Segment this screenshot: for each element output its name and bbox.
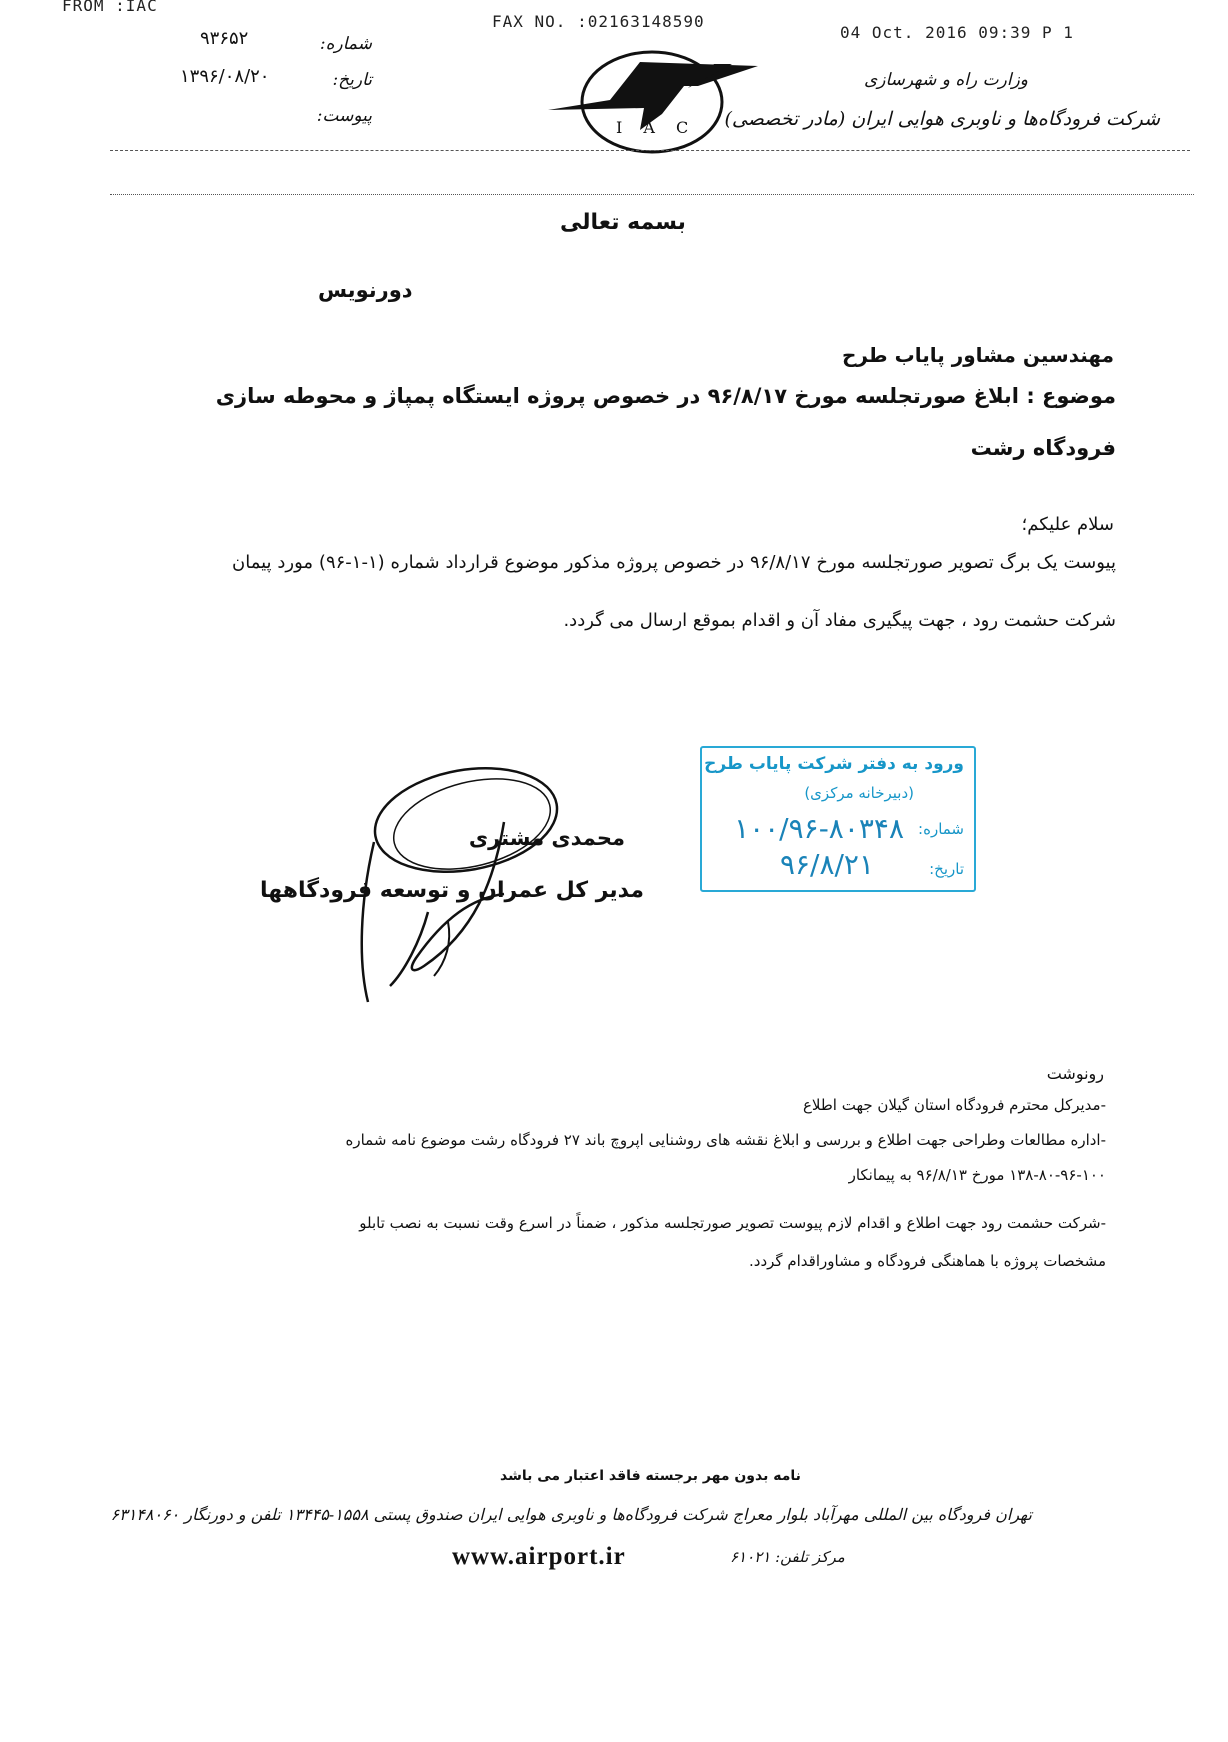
- cc-line: ۱۳۸-۸۰-۹۶-۱۰۰ مورخ ۹۶/۸/۱۳ به پیمانکار: [848, 1166, 1106, 1184]
- cc-heading: رونوشت: [1046, 1064, 1104, 1083]
- fax-copy-heading: دورنویس: [318, 278, 413, 302]
- letter-date-value: ۱۳۹۶/۰۸/۲۰: [180, 66, 270, 87]
- cc-line: -مدیرکل محترم فرودگاه استان گیلان جهت اطلاع: [802, 1096, 1106, 1114]
- letter-number-label: شماره:: [319, 34, 372, 54]
- cc-line: مشخصات پروژه با هماهنگی فرودگاه و مشاوراقدام گردد.: [749, 1252, 1106, 1270]
- fax-date: 04 Oct. 2016 09:39 P 1: [840, 23, 1074, 42]
- letter-date-label: تاریخ:: [332, 70, 372, 90]
- salutation: بسمه تعالی: [560, 210, 686, 235]
- letter-attachment-label: پیوست:: [316, 106, 372, 126]
- ministry-name: وزارت راه و شهرسازی: [863, 70, 1028, 90]
- footer-phone: مرکز تلفن: ۶۱۰۲۱: [730, 1548, 845, 1566]
- header-divider-2: [110, 194, 1194, 195]
- subject-line: موضوع : ابلاغ صورتجلسه مورخ ۹۶/۸/۱۷ در خصوص پروژه ایستگاه پمپاژ و محوطه سازی فرودگاه رشت: [215, 384, 1116, 460]
- fax-from: FROM :IAC: [62, 0, 158, 15]
- stamp-number-label: شماره:: [918, 820, 964, 838]
- company-name: شرکت فرودگاه‌ها و ناوبری هوایی ایران (مادر تخصصی): [724, 108, 1160, 130]
- iac-logo: [548, 44, 768, 156]
- letter-number-value: ۹۳۶۵۲: [200, 28, 249, 49]
- addressee: مهندسین مشاور پایاب طرح: [841, 343, 1114, 367]
- stamp-date-label: تاریخ:: [929, 860, 964, 878]
- greeting: سلام علیکم؛: [1021, 514, 1114, 535]
- signatory-title: مدیر کل عمران و توسعه فرودگاهها: [259, 878, 644, 903]
- cc-line: -شرکت حشمت رود جهت اطلاع و اقدام لازم پیوست تصویر صورتجلسه مذکور ، ضمناً در اسرع وقت نسبت به نصب تابلو: [359, 1214, 1106, 1232]
- footer-website: www.airport.ir: [452, 1543, 626, 1570]
- footer-validity-note: نامه بدون مهر برجسته فاقد اعتبار می باشد: [500, 1468, 801, 1484]
- footer-address: تهران فرودگاه بین المللی مهرآباد بلوار معراج شرکت فرودگاه‌ها و ناوبری هوایی ایران صندوق پستی ۱۵۵۸-۱۳۴۴۵ تلفن و دورنگار ۶۳۱۴۸۰۶۰: [110, 1505, 1032, 1524]
- letter-body: پیوست یک برگ تصویر صورتجلسه مورخ ۹۶/۸/۱۷ در خصوص پروژه مذکور موضوع قرارداد شماره (۱-۱-۹۶) مورد پیمان شرکت حشمت رود ، جهت پیگیری مفاد آن و اقدام بموقع ارسال می گردد.: [232, 552, 1116, 631]
- registry-stamp: [700, 746, 976, 892]
- stamp-date-value: ۹۶/۸/۲۱: [779, 848, 874, 881]
- fax-number: FAX NO. :02163148590: [492, 12, 705, 31]
- stamp-title: ورود به دفتر شرکت پایاب طرح: [704, 754, 964, 774]
- stamp-number-value: ۱۰۰/۹۶-۸۰۳۴۸: [734, 812, 904, 845]
- cc-line: -اداره مطالعات وطراحی جهت اطلاع و بررسی و ابلاغ نقشه های روشنایی اپروچ باند ۲۷ فرودگاه رشت موضوع نامه شماره: [345, 1131, 1106, 1149]
- header-divider: [110, 150, 1190, 151]
- stamp-subtitle: (دبیرخانه مرکزی): [804, 784, 914, 802]
- logo-text: I A C: [616, 118, 697, 137]
- signatory-name: محمدی مشتری: [468, 826, 625, 850]
